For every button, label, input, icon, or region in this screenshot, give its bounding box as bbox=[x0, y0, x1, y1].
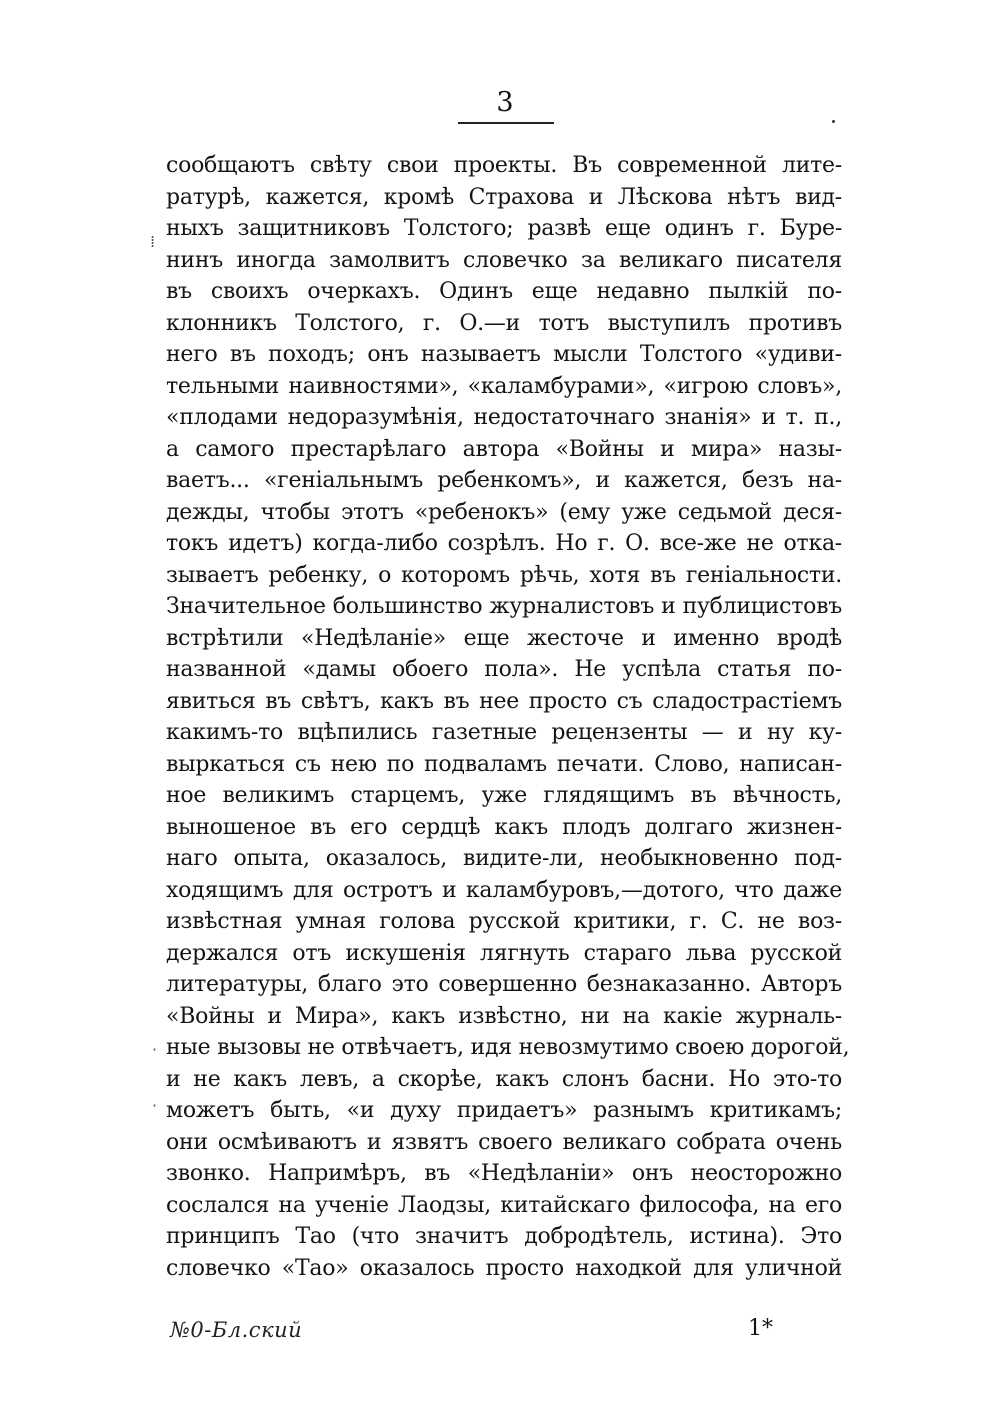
text-line: нинъ иногда замолвитъ словечко за великаго писателя bbox=[166, 247, 842, 273]
text-line: литературы, благо это совершенно безнаказанно. Авторъ bbox=[166, 972, 842, 997]
text-line: выркаться съ нею по подваламъ печати. Слово, написан- bbox=[166, 751, 842, 777]
text-line: словечко «Тао» оказалось просто находкой для уличной bbox=[166, 1255, 842, 1281]
text-line: наго опыта, оказалось, видите-ли, необыкновенно под- bbox=[166, 846, 842, 871]
text-line: ныхъ защитниковъ Толстого; развѣ еще одинъ г. Буре- bbox=[166, 216, 842, 241]
text-line: сообщаютъ свѣту свои проекты. Въ современной лите- bbox=[166, 153, 842, 178]
handwritten-signature: №0-Бл.ский bbox=[170, 1318, 303, 1342]
text-line: выношеное въ его сердцѣ какъ плодъ долгаго жизнен- bbox=[166, 814, 842, 840]
text-line: а самого престарѣлаго автора «Войны и мира» назы- bbox=[166, 436, 842, 462]
signature-mark: 1* bbox=[748, 1316, 773, 1341]
text-line: ваетъ... «геніальнымъ ребенкомъ», и кажется, безъ на- bbox=[166, 468, 842, 493]
text-line: въ своихъ очеркахъ. Одинъ еще недавно пылкій по- bbox=[166, 279, 842, 304]
body-text bbox=[166, 150, 850, 1284]
text-line: названной «дамы обоего пола». Не успѣла статья по- bbox=[166, 657, 842, 682]
text-line: они осмѣиваютъ и язвятъ своего великаго собрата очень bbox=[166, 1129, 842, 1155]
text-line: звонко. Напримѣръ, въ «Недѣланіи» онъ неосторожно bbox=[166, 1161, 842, 1186]
text-line: зываетъ ребенку, о которомъ рѣчь, хотя въ геніальности. bbox=[166, 562, 842, 588]
text-line: какимъ-то вцѣпились газетные рецензенты — и ну ку- bbox=[166, 720, 842, 745]
ink-speck bbox=[832, 120, 835, 123]
text-line: принципъ Тао (что значитъ добродѣтель, истина). Это bbox=[166, 1224, 842, 1249]
margin-dot-mark: · bbox=[152, 1040, 158, 1059]
text-line: можетъ быть, «и духу придаетъ» разнымъ критикамъ; bbox=[166, 1098, 842, 1123]
text-line: ходящимъ для остротъ и каламбуровъ,—дотого, что даже bbox=[166, 877, 842, 903]
text-line: токъ идетъ) когда-либо созрѣлъ. Но г. О. все-же не отка- bbox=[166, 531, 842, 556]
text-line: дежды, чтобы этотъ «ребенокъ» (ему уже седьмой деся- bbox=[166, 499, 842, 525]
page-number: 3 bbox=[496, 87, 514, 118]
text-line: «Войны и Мира», какъ извѣстно, ни на какіе журналь- bbox=[166, 1003, 842, 1029]
text-line: явиться въ свѣтъ, какъ въ нее просто съ сладострастіемъ bbox=[166, 688, 842, 714]
text-line: Значительное большинство журналистовъ и публицистовъ bbox=[166, 594, 842, 619]
text-line: ратурѣ, кажется, кромѣ Страхова и Лѣскова нѣтъ вид- bbox=[166, 184, 842, 210]
header-rule bbox=[458, 122, 554, 124]
text-line: ные вызовы не отвѣчаетъ, идя невозмутимо своею дорогой, bbox=[166, 1035, 850, 1060]
text-line: держался отъ искушенія лягнуть стараго льва русской bbox=[166, 940, 842, 966]
margin-bracket-mark: ⁞ bbox=[150, 232, 156, 251]
text-line: встрѣтили «Недѣланіе» еще жесточе и именно вродѣ bbox=[166, 625, 842, 651]
text-line: тельными наивностями», «каламбурами», «игрою словъ», bbox=[166, 373, 842, 399]
text-line: него въ походъ; онъ называетъ мысли Толстого «удиви- bbox=[166, 342, 842, 367]
text-line: сослался на ученіе Лаодзы, китайскаго философа, на его bbox=[166, 1192, 842, 1218]
text-line: ное великимъ старцемъ, уже глядящимъ въ вѣчность, bbox=[166, 783, 842, 808]
text-line: клонникъ Толстого, г. О.—и тотъ выступилъ противъ bbox=[166, 310, 842, 336]
margin-dot-mark: · bbox=[152, 1096, 158, 1115]
text-line: извѣстная умная голова русской критики, г. С. не воз- bbox=[166, 909, 842, 934]
text-line: «плодами недоразумѣнія, недостаточнаго знанія» и т. п., bbox=[166, 405, 842, 430]
text-line: и не какъ левъ, а скорѣе, какъ слонъ басни. Но это-то bbox=[166, 1066, 842, 1092]
